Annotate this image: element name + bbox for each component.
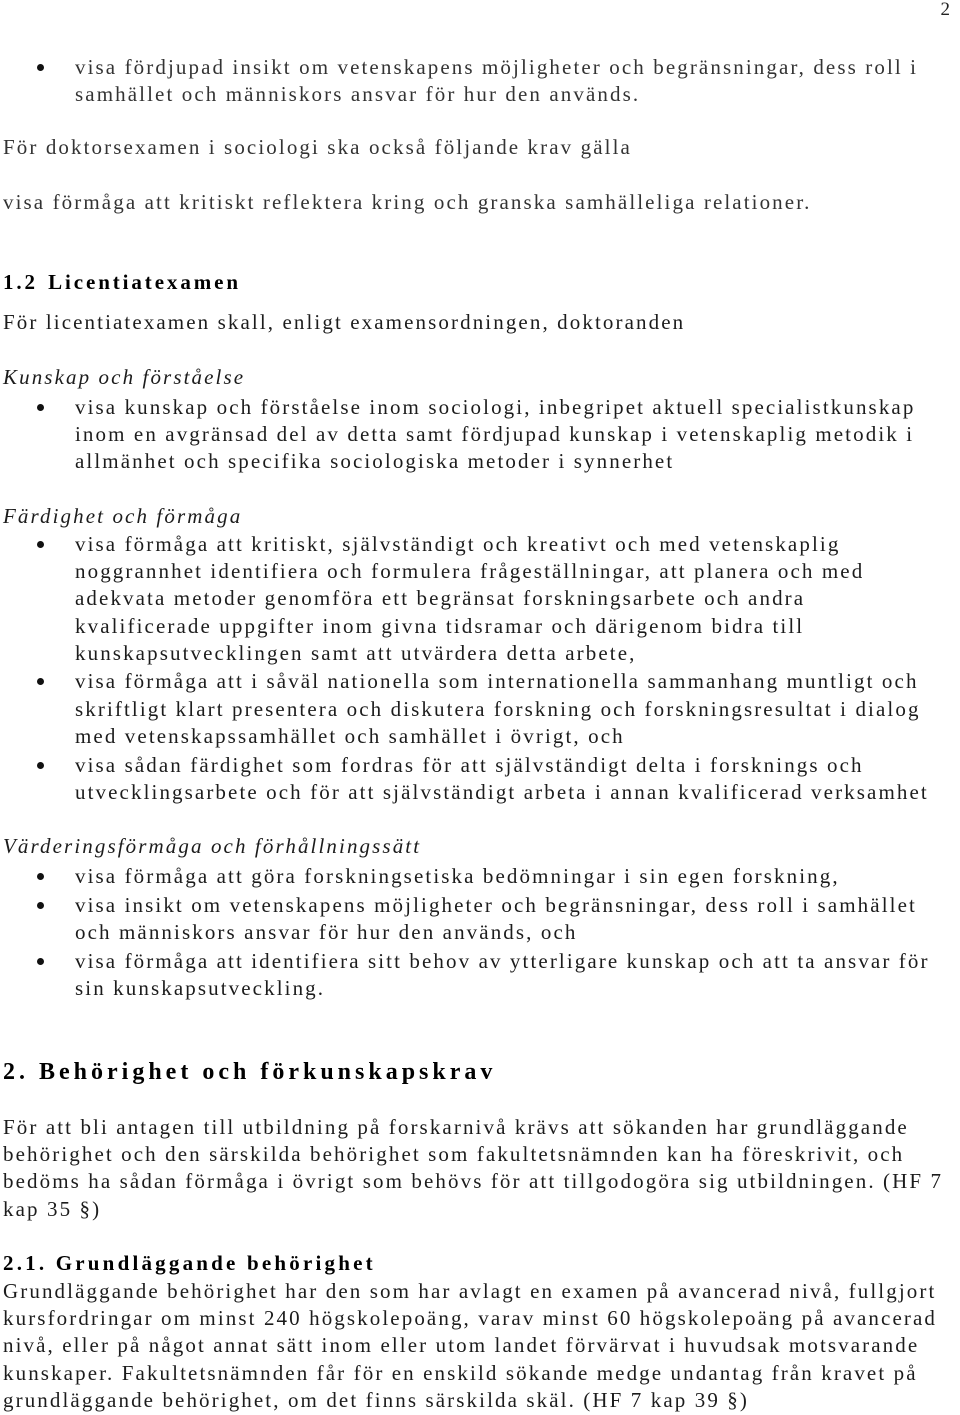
text-line: adekvata metoder genomföra ett begränsat forskningsarbete och andra [75, 586, 806, 611]
text-line: inom en avgränsad del av detta samt fördjupad kunskap i vetenskaplig metodik i [75, 422, 915, 447]
subsection-title: Värderingsförmåga och förhållningssätt [3, 834, 422, 858]
text-line: kap 35 §) [3, 1196, 102, 1221]
bullet-marker [37, 873, 44, 880]
list-item [0, 948, 930, 1002]
text-line: samhället och människors ansvar för hur den används. [75, 82, 641, 107]
subsection-title: Färdighet och förmåga [3, 504, 243, 528]
section-number: 1.2 [3, 270, 38, 294]
bullet-marker [37, 958, 44, 965]
text-line: visa förmåga att identifiera sitt behov av ytterligare kunskap och att ta ansvar för [75, 948, 930, 973]
bullet-marker [37, 404, 44, 411]
text-line: kunskapsutvecklingen samt att utvärdera detta arbete, [75, 640, 637, 665]
text-line: allmänhet och specifika sociologiska metoder i synnerhet [75, 449, 675, 474]
section-title: 2. Behörighet och förkunskapskrav [3, 1059, 497, 1085]
text-line: skriftligt klart presentera och diskutera forskning och forskningsresultat i dialog [75, 696, 921, 721]
sociology-requirement [3, 189, 812, 216]
intro-bullet-list [0, 54, 918, 108]
section-heading-licentiate [3, 269, 241, 296]
text-line: behörighet och den särskilda behörighet som fakultetsnämnden kan ha föreskrivit, och [3, 1142, 905, 1167]
text-line: noggrannhet identifiera och formulera frågeställningar, att planera och med [75, 559, 865, 584]
text-line: Grundläggande behörighet har den som har avlagt en examen på avancerad nivå, fullgjort [3, 1279, 937, 1303]
section-title: Licentiatexamen [48, 270, 241, 294]
subsection-title: Kunskap och förståelse [3, 365, 246, 389]
bullet-marker [37, 902, 44, 909]
skills-bullet-list [0, 531, 929, 806]
bullet-marker [37, 64, 44, 71]
text-line: visa sådan färdighet som fordras för att självständigt delta i forsknings och [75, 752, 864, 777]
bullet-marker [37, 678, 44, 685]
subsection-heading-values [3, 833, 421, 860]
values-bullet-list [0, 863, 930, 1002]
text-line: visa förmåga att i såväl nationella som internationella sammanhang muntligt och [75, 669, 919, 694]
text-line: För licentiatexamen skall, enligt examensordningen, doktoranden [3, 310, 686, 334]
text-line: utvecklingsarbete och för att självständigt arbeta i annan kvalificerad verksamhet [75, 779, 929, 804]
knowledge-bullet-list [0, 394, 915, 476]
subsection-title: 2.1. Grundläggande behörighet [3, 1251, 376, 1275]
text-line: bedöms ha sådan förmåga i övrigt som behövs för att tillgodogöra sig utbildningen. (HF 7 [3, 1169, 944, 1194]
list-item [0, 892, 930, 946]
list-item [0, 394, 915, 476]
text-line: visa förmåga att kritiskt reflektera kring och granska samhälleliga relationer. [3, 190, 812, 214]
text-line: och människors ansvar för hur den används, och [75, 919, 578, 944]
basic-eligibility-paragraph [3, 1278, 937, 1414]
text-line: grundläggande behörighet, om det finns särskilda skäl. (HF 7 kap 39 §) [3, 1387, 749, 1412]
list-item [0, 54, 918, 108]
text-line: visa förmåga att kritiskt, självständigt och kreativt och med vetenskaplig [75, 532, 841, 556]
heading-line [3, 269, 241, 296]
text-line: visa kunskap och förståelse inom sociologi, inbegripet aktuell specialistkunskap [75, 395, 916, 419]
bullet-marker [37, 762, 44, 769]
subsection-heading-basic-eligibility [3, 1250, 376, 1277]
list-item [0, 531, 929, 667]
sociology-note [3, 134, 632, 161]
subsection-heading-knowledge [3, 364, 245, 391]
text-line: visa fördjupad insikt om vetenskapens möjligheter och begränsningar, dess roll i [75, 55, 919, 79]
bullet-marker [37, 541, 44, 548]
list-item [0, 668, 929, 750]
text-line: med vetenskapssamhället och samhället i övrigt, och [75, 723, 625, 748]
page-number: 2 [940, 0, 950, 20]
text-line: visa insikt om vetenskapens möjligheter och begränsningar, dess roll i samhället [75, 892, 917, 917]
text-line: visa förmåga att göra forskningsetiska bedömningar i sin egen forskning, [75, 864, 840, 888]
text-line: kursfordringar om minst 240 högskolepoäng, varav minst 60 högskolepoäng på avancerad [3, 1306, 937, 1331]
section-heading-eligibility [3, 1057, 496, 1087]
list-item [0, 752, 929, 806]
text-line: sin kunskapsutveckling. [75, 975, 326, 1000]
text-line: kvalificerade uppgifter inom givna tidsramar och därigenom bidra till [75, 613, 805, 638]
subsection-heading-skills [3, 503, 242, 530]
text-line: nivå, eller på något annat sätt inom eller utom landet förvärvat i huvudsak motsvarande [3, 1333, 920, 1358]
text-line: kunskaper. Fakultetsnämnden får för en enskild sökande medge undantag från kravet på [3, 1360, 918, 1385]
licentiate-lead [3, 309, 685, 336]
eligibility-paragraph [3, 1114, 943, 1223]
text-line: För doktorsexamen i sociologi ska också följande krav gälla [3, 135, 632, 159]
list-item [0, 863, 930, 890]
text-line: För att bli antagen till utbildning på forskarnivå krävs att sökanden har grundläggande [3, 1115, 909, 1139]
